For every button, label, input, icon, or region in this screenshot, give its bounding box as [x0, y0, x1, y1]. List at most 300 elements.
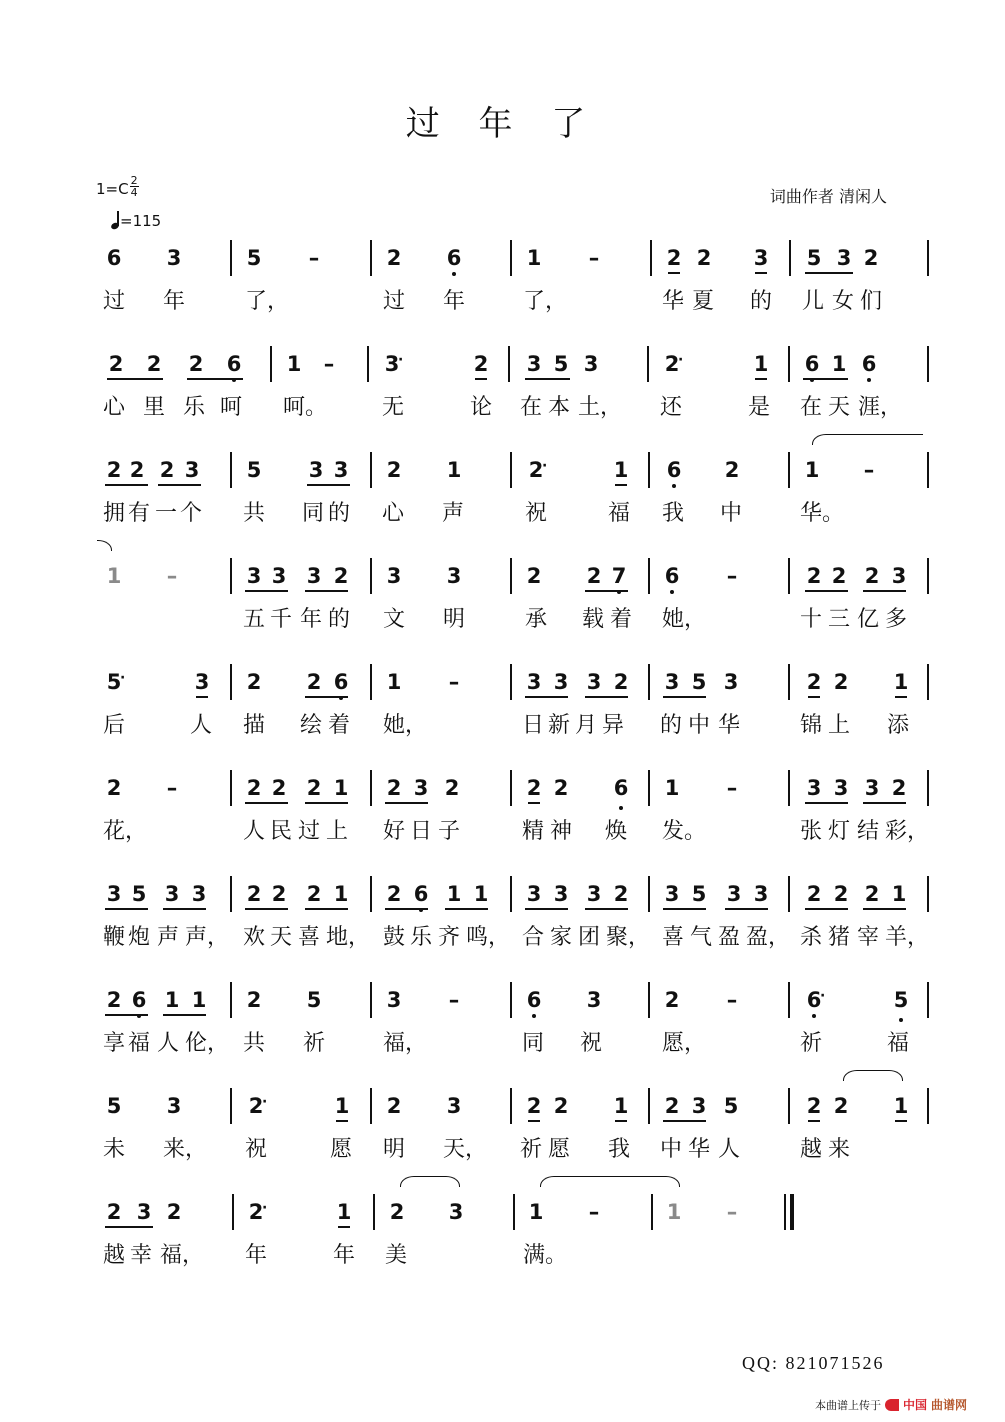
key-signature — [96, 174, 139, 201]
lyric-syllable: 天 — [828, 395, 851, 420]
lyric-syllable: 合 — [522, 925, 545, 950]
lyric-syllable: 拥 — [103, 501, 126, 526]
note: 1 — [446, 882, 462, 906]
note: 5 — [553, 352, 569, 376]
lyric-syllable: 的 — [660, 713, 683, 738]
eighth-underline — [336, 1120, 348, 1122]
lyric-syllable: 同 — [522, 1031, 545, 1056]
lyric-syllable: 来 — [828, 1137, 851, 1162]
lyric-syllable: 祝 — [525, 501, 548, 526]
notation-row — [0, 452, 1005, 492]
note: 2 — [586, 564, 602, 588]
note: 2 — [613, 882, 629, 906]
lyric-syllable: 人 — [243, 819, 266, 844]
note: 2 — [613, 670, 629, 694]
extension-dash: – — [726, 988, 738, 1012]
note: 2 — [246, 670, 262, 694]
upload-text: 本曲谱上传于 — [815, 1398, 881, 1412]
beam-underline — [305, 590, 348, 592]
barline — [510, 664, 512, 700]
note: 2 — [386, 246, 402, 270]
augmentation-dot: · — [678, 352, 684, 368]
note: 2 — [863, 246, 879, 270]
beam-underline — [105, 908, 148, 910]
lyric-syllable: 共 — [243, 501, 266, 526]
lyrics-row — [0, 1238, 1005, 1268]
barline — [927, 982, 929, 1018]
note: 3 — [184, 458, 200, 482]
lyric-syllable: 张 — [800, 819, 823, 844]
note: 2 — [106, 458, 122, 482]
note: 2 — [333, 564, 349, 588]
note: 6 — [525, 988, 543, 1012]
lyric-syllable: 愿 — [548, 1137, 571, 1162]
note: 2 — [831, 564, 847, 588]
barline — [230, 240, 232, 276]
barline — [788, 558, 790, 594]
tie-slur — [812, 434, 923, 445]
eighth-underline — [528, 802, 540, 804]
lyric-syllable: 祝 — [580, 1031, 603, 1056]
beam-underline — [585, 908, 628, 910]
lyric-syllable: 天， — [443, 1137, 488, 1162]
extension-dash: – — [726, 1200, 738, 1224]
lyric-syllable: 越 — [103, 1243, 126, 1268]
lyric-syllable: 里 — [143, 395, 166, 420]
beam-underline — [525, 908, 568, 910]
augmentation-dot: · — [120, 670, 126, 686]
note: 1 — [831, 352, 847, 376]
lyric-syllable: 鼓 — [383, 925, 406, 950]
note: 2 — [386, 776, 402, 800]
note: 2 — [806, 882, 822, 906]
lyrics-row — [0, 602, 1005, 632]
notation-row — [0, 240, 1005, 280]
lyric-syllable: 欢 — [243, 925, 266, 950]
note: 3 — [664, 670, 680, 694]
lyric-syllable: 美 — [385, 1243, 408, 1268]
barline — [513, 1194, 515, 1230]
lyric-syllable: 好 — [383, 819, 406, 844]
barline — [510, 982, 512, 1018]
lyric-syllable: 在 — [520, 395, 543, 420]
lyric-syllable: 中 — [660, 1137, 683, 1162]
lyric-syllable: 宰 — [857, 925, 880, 950]
lyric-syllable: 年 — [333, 1243, 356, 1268]
barline — [789, 240, 791, 276]
note: 3 — [553, 882, 569, 906]
lyrics-row — [0, 1132, 1005, 1162]
lyric-syllable: 描 — [243, 713, 266, 738]
lyric-syllable: 的 — [328, 501, 351, 526]
note: 2 — [806, 564, 822, 588]
lyric-syllable: 来， — [163, 1137, 208, 1162]
note: 2 — [386, 882, 402, 906]
note: 3 — [752, 246, 770, 270]
tie-slur — [540, 1176, 680, 1187]
note: 3 — [583, 352, 599, 376]
note: 2 — [386, 1094, 402, 1118]
note: 3 — [723, 670, 739, 694]
beam-underline — [105, 1014, 148, 1016]
note: 1 — [892, 670, 910, 694]
lyric-syllable: 五 — [243, 607, 266, 632]
upload-footer — [815, 1396, 967, 1413]
augmentation-dot: · — [542, 458, 548, 474]
barline — [648, 770, 650, 806]
lyric-syllable: 盈 — [718, 925, 741, 950]
barline — [510, 452, 512, 488]
lyrics-row — [0, 920, 1005, 950]
lyric-syllable: 心 — [382, 501, 405, 526]
beam-underline — [445, 908, 488, 910]
lyrics-row — [0, 390, 1005, 420]
lyric-syllable: 夏 — [692, 289, 715, 314]
barline — [510, 1088, 512, 1124]
lyric-syllable: 呵 — [220, 395, 243, 420]
note: 2 — [306, 776, 322, 800]
lyric-syllable: 盈， — [746, 925, 791, 950]
lyric-syllable: 涯， — [858, 395, 903, 420]
note: 2 — [389, 1200, 405, 1224]
lyric-syllable: 上 — [326, 819, 349, 844]
lyric-syllable: 多 — [885, 607, 908, 632]
note: 2 — [271, 882, 287, 906]
note: 2 — [864, 882, 880, 906]
lyric-syllable: 年 — [245, 1243, 268, 1268]
augmentation-dot: · — [262, 1094, 268, 1110]
lyric-syllable: 月 — [575, 713, 598, 738]
note: 2 — [525, 776, 543, 800]
notation-row — [0, 770, 1005, 810]
extension-dash: – — [726, 564, 738, 588]
barline — [648, 558, 650, 594]
note: 5 — [131, 882, 147, 906]
time-numerator: 2 — [130, 174, 138, 187]
barline — [370, 982, 372, 1018]
note: 7 — [610, 564, 628, 588]
lyric-syllable: 儿 — [802, 289, 825, 314]
note: 3 — [164, 882, 180, 906]
lyric-syllable: 喜 — [662, 925, 685, 950]
lyric-syllable: 福 — [887, 1031, 910, 1056]
lyric-syllable: 的 — [750, 289, 773, 314]
lyric-syllable: 祝 — [245, 1137, 268, 1162]
barline — [232, 1194, 234, 1230]
lyric-syllable: 发。 — [662, 819, 707, 844]
note: 3 — [526, 352, 542, 376]
barline — [927, 876, 929, 912]
barline — [270, 346, 272, 382]
note: 6 — [332, 670, 350, 694]
qq-contact: QQ: 821071526 — [742, 1353, 885, 1373]
note: 2 — [664, 988, 680, 1012]
barline — [927, 452, 929, 488]
lyric-syllable: 羊， — [885, 925, 930, 950]
note: 2 — [246, 988, 262, 1012]
barline — [788, 452, 790, 488]
lyric-syllable: 中 — [720, 501, 743, 526]
lyric-syllable: 精 — [522, 819, 545, 844]
notation-row — [0, 1194, 1005, 1234]
augmentation-dot: · — [820, 988, 826, 1004]
beam-underline — [805, 272, 853, 274]
lyric-syllable: 祈 — [520, 1137, 543, 1162]
note: 1 — [335, 1200, 353, 1224]
beam-underline — [187, 378, 243, 380]
eighth-underline — [755, 378, 767, 380]
extension-dash: – — [863, 458, 875, 482]
note: 2 — [724, 458, 740, 482]
barline — [927, 240, 929, 276]
note: 3 — [586, 670, 602, 694]
lyric-syllable: 聚， — [606, 925, 651, 950]
note: 3 — [526, 882, 542, 906]
beam-underline — [307, 484, 350, 486]
note: 3 — [308, 458, 324, 482]
beam-underline — [863, 802, 906, 804]
lyric-syllable: 神 — [550, 819, 573, 844]
note: 3 — [833, 776, 849, 800]
lyric-syllable: 年 — [300, 607, 323, 632]
note: 3 — [333, 458, 349, 482]
tie-slur — [843, 1070, 903, 1081]
beam-underline — [305, 802, 348, 804]
lyric-syllable: 我 — [662, 501, 685, 526]
note: 3 — [446, 564, 462, 588]
barline — [230, 876, 232, 912]
lyric-syllable: 有 — [128, 501, 151, 526]
lyric-syllable: 在 — [800, 395, 823, 420]
note: 5 — [691, 670, 707, 694]
barline — [510, 770, 512, 806]
lyric-syllable: 同 — [302, 501, 325, 526]
note: 2 — [664, 1094, 680, 1118]
lyric-syllable: 天 — [270, 925, 293, 950]
note: 1 — [892, 1094, 910, 1118]
lyric-syllable: 福， — [383, 1031, 428, 1056]
lyrics-row — [0, 1026, 1005, 1056]
note: 1 — [666, 1200, 682, 1224]
notation-row — [0, 346, 1005, 386]
note: 1 — [446, 458, 462, 482]
note: 3 — [891, 564, 907, 588]
beam-underline — [805, 908, 848, 910]
notation-row — [0, 558, 1005, 598]
lyric-syllable: 家 — [550, 925, 573, 950]
note: 2 — [271, 776, 287, 800]
note: 3 — [413, 776, 429, 800]
note: 2 — [525, 1094, 543, 1118]
lyric-syllable: 地， — [326, 925, 371, 950]
lyric-syllable: 伦， — [185, 1031, 230, 1056]
notation-row — [0, 1088, 1005, 1128]
lyric-syllable: 了， — [523, 289, 568, 314]
beam-underline — [245, 590, 288, 592]
tie-slur — [97, 540, 112, 551]
note: 3 — [193, 670, 211, 694]
note: 3 — [246, 564, 262, 588]
eighth-underline — [808, 1120, 820, 1122]
note: 2 — [306, 670, 322, 694]
extension-dash: – — [448, 670, 460, 694]
eighth-underline — [615, 1120, 627, 1122]
site-name-a: 中国 — [903, 1398, 928, 1412]
note: 3 — [753, 882, 769, 906]
eighth-underline — [808, 696, 820, 698]
barline — [370, 876, 372, 912]
note: 6 — [445, 246, 463, 270]
beam-underline — [105, 1226, 153, 1228]
lyric-syllable: 杀 — [800, 925, 823, 950]
beam-underline — [163, 1014, 206, 1016]
note: 1 — [191, 988, 207, 1012]
lyric-syllable: 福， — [160, 1243, 205, 1268]
tempo-marking — [110, 211, 161, 230]
lyric-syllable: 是 — [748, 395, 771, 420]
lyric-syllable: 过 — [298, 819, 321, 844]
lyric-syllable: 后 — [103, 713, 126, 738]
note: 3 — [553, 670, 569, 694]
low-octave-dot — [532, 1014, 536, 1018]
lyric-syllable: 幸 — [130, 1243, 153, 1268]
note: 1 — [333, 776, 349, 800]
lyric-syllable: 我 — [608, 1137, 631, 1162]
note: 2 — [665, 246, 683, 270]
note: 3 — [864, 776, 880, 800]
beam-underline — [863, 590, 906, 592]
beam-underline — [585, 696, 628, 698]
note: 3 — [726, 882, 742, 906]
eighth-underline — [755, 272, 767, 274]
barline — [230, 664, 232, 700]
note: 2 — [159, 458, 175, 482]
note: 2 — [696, 246, 712, 270]
low-octave-dot — [672, 484, 676, 488]
beam-underline — [305, 696, 348, 698]
notation-row — [0, 664, 1005, 704]
note: 3 — [166, 1094, 182, 1118]
extension-dash: – — [166, 776, 178, 800]
site-logo-icon — [885, 1399, 899, 1411]
eighth-underline — [895, 696, 907, 698]
low-octave-dot — [619, 806, 623, 810]
lyrics-row — [0, 284, 1005, 314]
note: 3 — [586, 988, 602, 1012]
note: 3 — [271, 564, 287, 588]
lyric-syllable: 子 — [438, 819, 461, 844]
barline — [788, 876, 790, 912]
lyric-syllable: 日 — [522, 713, 545, 738]
augmentation-dot: · — [262, 1200, 268, 1216]
barline — [927, 558, 929, 594]
low-octave-dot — [812, 1014, 816, 1018]
lyric-syllable: 着 — [610, 607, 633, 632]
beam-underline — [525, 696, 568, 698]
note: 1 — [386, 670, 402, 694]
beam-underline — [725, 908, 768, 910]
note: 2 — [166, 1200, 182, 1224]
barline — [651, 1194, 653, 1230]
augmentation-dot: · — [398, 352, 404, 368]
note: 2 — [246, 882, 262, 906]
note: 3 — [446, 1094, 462, 1118]
barline — [508, 346, 510, 382]
note: 5 — [806, 246, 822, 270]
note: 2 — [833, 1094, 849, 1118]
beam-underline — [805, 802, 848, 804]
barline — [927, 346, 929, 382]
barline — [230, 1088, 232, 1124]
lyric-syllable: 焕 — [605, 819, 628, 844]
barline — [650, 240, 652, 276]
barline — [648, 1088, 650, 1124]
notation-row — [0, 982, 1005, 1022]
extension-dash: – — [726, 776, 738, 800]
note: 3 — [136, 1200, 152, 1224]
note: 2 · — [248, 1200, 268, 1224]
lyric-syllable: 民 — [270, 819, 293, 844]
beam-underline — [158, 484, 201, 486]
lyric-syllable: 团 — [578, 925, 601, 950]
eighth-underline — [668, 272, 680, 274]
lyric-syllable: 异 — [602, 713, 625, 738]
lyric-syllable: 过 — [103, 289, 126, 314]
eighth-underline — [895, 1120, 907, 1122]
low-octave-dot — [899, 1018, 903, 1022]
note: 3 — [691, 1094, 707, 1118]
beam-underline — [663, 696, 706, 698]
lyric-syllable: 心 — [103, 395, 126, 420]
note: 2 — [188, 352, 204, 376]
note: 5 — [691, 882, 707, 906]
lyric-syllable: 愿， — [662, 1031, 707, 1056]
note: 2 — [805, 1094, 823, 1118]
note: 2 · — [248, 1094, 268, 1118]
lyric-syllable: 人 — [718, 1137, 741, 1162]
note: 2 — [805, 670, 823, 694]
eighth-underline — [615, 484, 627, 486]
lyric-syllable: 人 — [190, 713, 213, 738]
notation-row — [0, 876, 1005, 916]
note: 6 — [803, 352, 821, 376]
lyric-syllable: 花， — [103, 819, 148, 844]
final-barline — [790, 1194, 794, 1230]
lyric-syllable: 未 — [103, 1137, 126, 1162]
note: 6 — [612, 776, 630, 800]
note: 2 — [444, 776, 460, 800]
lyric-syllable: 十 — [800, 607, 823, 632]
extension-dash: – — [323, 352, 335, 376]
eighth-underline — [196, 696, 208, 698]
key-label: 1=C — [96, 180, 129, 198]
tempo-value: =115 — [120, 212, 162, 230]
lyrics-row — [0, 708, 1005, 738]
note: 2 — [146, 352, 162, 376]
lyric-syllable: 锦 — [800, 713, 823, 738]
lyric-syllable: 越 — [800, 1137, 823, 1162]
lyric-syllable: 无 — [382, 395, 405, 420]
quarter-note-icon — [110, 211, 120, 229]
lyric-syllable: 结 — [857, 819, 880, 844]
lyric-syllable: 猪 — [828, 925, 851, 950]
extension-dash: – — [448, 988, 460, 1012]
barline — [788, 982, 790, 1018]
note: 1 — [612, 458, 630, 482]
note: 1 — [612, 1094, 630, 1118]
lyric-syllable: 彩， — [885, 819, 930, 844]
lyric-syllable: 共 — [243, 1031, 266, 1056]
